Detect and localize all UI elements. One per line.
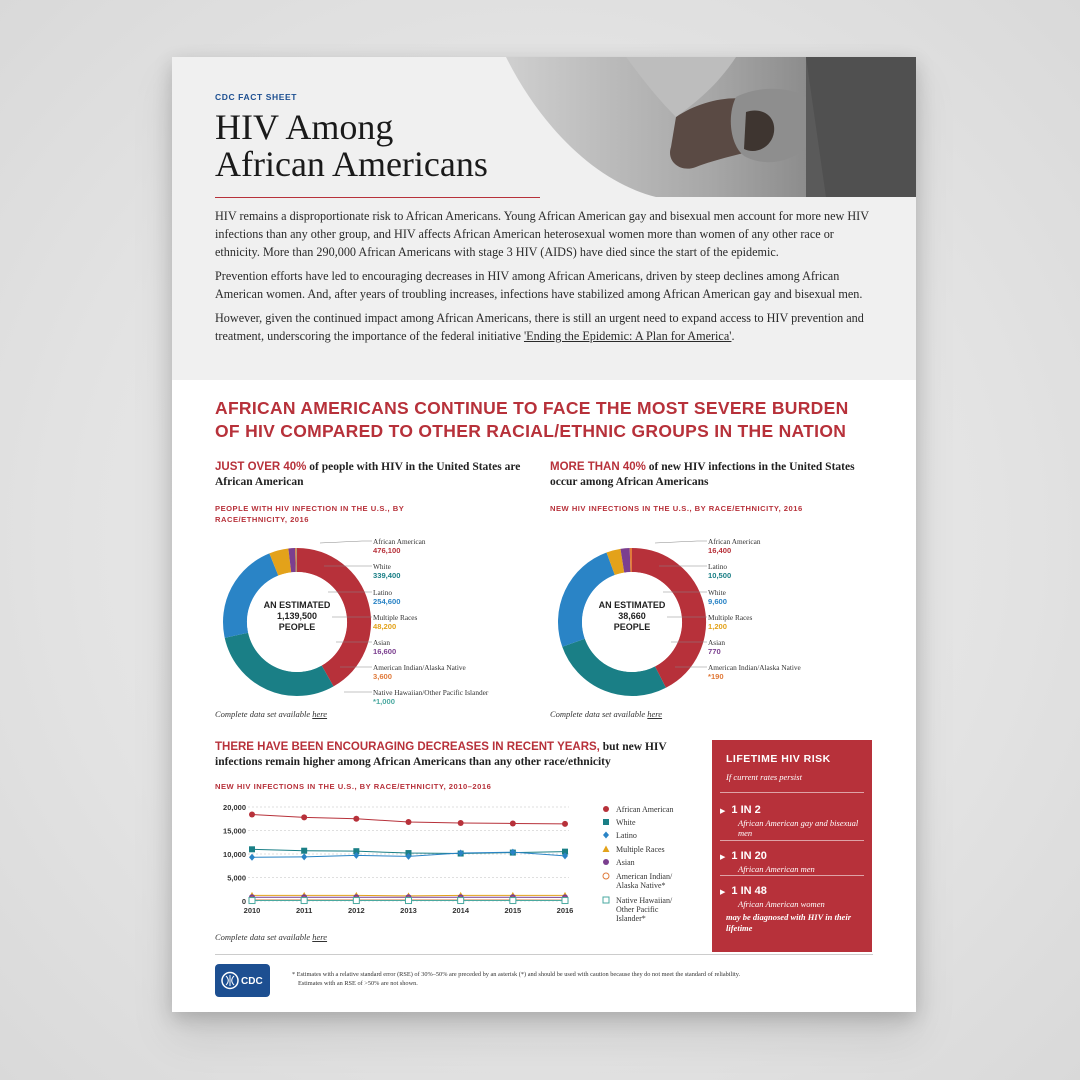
- data-point: [301, 814, 307, 820]
- legend-label: American Indian/: [616, 872, 673, 881]
- legend-label: Multiple Races: [616, 845, 665, 854]
- footnote-line-1: * Estimates with a relative standard error (RSE) of 30%–50% are preceded by an asterisk (*) and should be used with caution because they do not meet the standard of reliability.: [292, 971, 741, 978]
- intro-text: [215, 207, 880, 351]
- footnote-line-2: Estimates with an RSE of >50% are not shown.: [298, 980, 418, 987]
- left-legend-value: 16,600: [373, 647, 397, 656]
- left-legend-label: African American: [373, 537, 426, 546]
- left-legend-item: [373, 537, 425, 555]
- data-point: [510, 820, 516, 826]
- legend-marker: [603, 819, 609, 825]
- left-note-text: Complete data set available: [215, 709, 313, 719]
- title-line-2: African Americans: [215, 144, 488, 184]
- legend-marker: [603, 832, 609, 839]
- left-legend-item: [373, 663, 466, 681]
- y-tick-label: 15,000: [223, 826, 246, 836]
- data-point: [249, 846, 255, 852]
- data-point: [458, 898, 464, 904]
- line-data-link[interactable]: here: [312, 932, 328, 942]
- line-chart: [215, 799, 700, 929]
- data-point: [301, 853, 307, 860]
- legend-label: Alaska Native*: [616, 881, 666, 890]
- left-leader-line: [320, 541, 372, 543]
- right-legend-value: 770: [708, 647, 721, 656]
- legend-marker: [603, 897, 609, 903]
- right-legend-label: White: [708, 588, 726, 597]
- risk-desc-2: African American men: [738, 864, 815, 874]
- data-point: [249, 812, 255, 818]
- fact-sheet: [172, 57, 916, 1012]
- data-point: [562, 821, 568, 827]
- triangle-right-icon: ▶: [720, 888, 726, 896]
- legend-marker: [603, 859, 609, 865]
- line-chart-title: NEW HIV INFECTIONS IN THE U.S., BY RACE/ETHNICITY, 2010–2016: [215, 782, 492, 791]
- y-tick-label: 5,000: [227, 873, 246, 883]
- x-tick-label: 2012: [347, 906, 365, 915]
- title-divider: [215, 197, 540, 198]
- cdc-logo: [215, 964, 270, 997]
- page-title: [215, 109, 545, 183]
- decrease-text: but new HIV infections remain higher among African Americans than any other race/ethnicity: [215, 741, 667, 768]
- left-center-line-2: 1,139,500: [276, 611, 318, 621]
- risk-desc-1: African American gay and bisexual men: [738, 818, 859, 838]
- left-legend-item: [373, 588, 400, 606]
- left-legend-label: Multiple Races: [373, 613, 418, 622]
- intro-paragraph-1: HIV remains a disproportionate risk to African Americans. Young African American gay and bisexual men account for more new HIV infections than any other group, and HIV affects African American heterosexual women more than women of any other race or ethnicity. More than 290,000 African Americans with stage 3 HIV (AIDS) have died since the start of the epidemic.: [215, 209, 869, 259]
- data-point: [406, 819, 412, 825]
- right-legend-label: American Indian/Alaska Native: [708, 663, 801, 672]
- legend-marker: [603, 873, 609, 879]
- x-tick-label: 2016: [556, 906, 574, 915]
- ending-epidemic-link[interactable]: 'Ending the Epidemic: A Plan for America': [523, 329, 732, 343]
- right-center-line-1: AN ESTIMATED: [598, 600, 666, 610]
- legend-marker: [603, 846, 610, 853]
- eyebrow-label: CDC FACT SHEET: [215, 92, 298, 102]
- risk-title: LIFETIME HIV RISK: [726, 753, 831, 765]
- left-legend-value: 48,200: [373, 622, 397, 631]
- left-legend-item: [373, 562, 400, 580]
- footnote: [292, 970, 872, 988]
- right-legend-label: African American: [708, 537, 761, 546]
- right-note-text: Complete data set available: [550, 709, 648, 719]
- y-tick-label: 20,000: [223, 803, 246, 812]
- legend-label: White: [616, 818, 636, 827]
- risk-item-3: [720, 881, 865, 909]
- risk-divider: [720, 792, 864, 793]
- right-data-link[interactable]: here: [647, 709, 663, 719]
- left-legend-value: 476,100: [373, 546, 401, 555]
- right-legend-item: [708, 613, 752, 631]
- right-legend-item: [708, 663, 801, 681]
- right-legend-label: Asian: [708, 638, 726, 647]
- right-legend-value: 9,600: [708, 597, 728, 606]
- line-data-note: [215, 932, 327, 942]
- right-center-line-3: PEOPLE: [613, 622, 651, 632]
- x-tick-label: 2011: [296, 906, 313, 915]
- data-point: [458, 820, 464, 826]
- risk-subtitle: If current rates persist: [726, 772, 802, 782]
- right-legend-item: [708, 537, 760, 555]
- x-tick-label: 2010: [243, 906, 261, 915]
- left-center-line-1: AN ESTIMATED: [263, 600, 331, 610]
- x-tick-label: 2014: [452, 906, 470, 915]
- risk-ratio-3: 1 IN 48: [731, 885, 767, 897]
- risk-desc-3: African American women: [738, 899, 825, 909]
- legend-marker: [603, 806, 609, 812]
- legend-label: Latino: [616, 831, 637, 840]
- left-legend-item: [373, 613, 417, 631]
- right-legend-label: Latino: [708, 562, 728, 571]
- footer-divider: [215, 954, 873, 955]
- y-tick-label: 0: [241, 897, 246, 906]
- decrease-highlight: THERE HAVE BEEN ENCOURAGING DECREASES IN RECENT YEARS,: [215, 741, 600, 753]
- risk-item-2: [720, 846, 865, 874]
- left-legend-label: White: [373, 562, 391, 571]
- risk-divider: [720, 875, 864, 876]
- left-legend-value: 339,400: [373, 571, 401, 580]
- legend-label: African American: [616, 805, 674, 814]
- intro-paragraph-3: [215, 309, 880, 345]
- left-stat-highlight: JUST OVER 40%: [215, 461, 307, 473]
- x-tick-label: 2015: [504, 906, 522, 915]
- risk-footer: may be diagnosed with HIV in their lifetime: [726, 912, 852, 933]
- right-leader-line: [655, 541, 707, 543]
- lifetime-risk-box: [712, 740, 872, 952]
- intro-paragraph-2: Prevention efforts have led to encouraging decreases in HIV among African Americans, driven by steep declines among African American women. And, after years of troubling increases, infections have stabilized among African American gay and bisexual men.: [215, 269, 863, 301]
- legend-label: Asian: [616, 858, 635, 867]
- right-legend-value: 16,400: [708, 546, 732, 555]
- left-legend-value: 254,600: [373, 597, 401, 606]
- legend-label: Islander*: [616, 914, 646, 923]
- title-line-1: HIV Among: [215, 107, 394, 147]
- cdc-logo-text: CDC: [241, 976, 263, 987]
- risk-ratio-1: 1 IN 2: [731, 804, 761, 816]
- right-center-line-2: 38,660: [618, 611, 646, 621]
- right-legend-value: 1,200: [708, 622, 728, 631]
- data-point: [249, 898, 255, 904]
- right-legend-value: *190: [708, 672, 724, 681]
- right-stat-highlight: MORE THAN 40%: [550, 461, 646, 473]
- left-legend-label: Native Hawaiian/Other Pacific Islander: [373, 688, 489, 697]
- right-stat-text: of new HIV infections in the United States occur among African Americans: [550, 461, 855, 488]
- risk-item-1: [720, 800, 865, 838]
- y-tick-label: 10,000: [223, 850, 246, 859]
- x-tick-label: 2013: [400, 906, 417, 915]
- right-legend-item: [708, 588, 727, 606]
- left-legend-label: Asian: [373, 638, 391, 647]
- intro-p3-end: .: [731, 329, 735, 343]
- data-point: [562, 898, 568, 904]
- left-center-line-3: PEOPLE: [278, 622, 316, 632]
- decrease-statement: [215, 740, 685, 770]
- right-legend-item: [708, 638, 725, 656]
- data-point: [353, 898, 359, 904]
- data-point: [301, 898, 307, 904]
- right-chart-title: NEW HIV INFECTIONS IN THE U.S., BY RACE/ETHNICITY, 2016: [550, 504, 803, 513]
- risk-ratio-2: 1 IN 20: [731, 850, 767, 862]
- data-point: [510, 898, 516, 904]
- data-point: [353, 816, 359, 822]
- burden-heading: AFRICAN AMERICANS CONTINUE TO FACE THE MOST SEVERE BURDEN OF HIV COMPARED TO OTHER RACIAL/ETHNIC GROUPS IN THE NATION: [215, 398, 849, 441]
- legend-label: Other Pacific: [616, 905, 659, 914]
- left-legend-label: American Indian/Alaska Native: [373, 663, 466, 672]
- hands-photo: [506, 57, 916, 197]
- left-legend-value: *1,000: [373, 697, 395, 706]
- data-point: [249, 854, 255, 861]
- line-note-text: Complete data set available: [215, 932, 313, 942]
- left-data-note: [215, 709, 327, 719]
- left-data-link[interactable]: here: [312, 709, 328, 719]
- right-legend-item: [708, 562, 731, 580]
- left-stat-text: of people with HIV in the United States are African American: [215, 461, 521, 488]
- left-legend-label: Latino: [373, 588, 393, 597]
- intro-p3-text: However, given the continued impact among African Americans, there is still an urgent need to expand access to HIV prevention and treatment, underscoring the importance of the federal initiative: [215, 311, 864, 343]
- legend-label: Native Hawaiian/: [616, 896, 673, 905]
- left-legend-value: 3,600: [373, 672, 393, 681]
- risk-divider: [720, 840, 864, 841]
- left-stat: [215, 460, 535, 490]
- left-chart-title: PEOPLE WITH HIV INFECTION IN THE U.S., BY RACE/ETHNICITY, 2016: [215, 504, 405, 524]
- data-point: [301, 848, 307, 854]
- triangle-right-icon: ▶: [720, 853, 726, 861]
- triangle-right-icon: ▶: [720, 807, 726, 815]
- right-legend-value: 10,500: [708, 571, 732, 580]
- data-point: [406, 898, 412, 904]
- right-stat: [550, 460, 870, 490]
- left-legend-item: [373, 638, 396, 656]
- right-data-note: [550, 709, 662, 719]
- right-legend-label: Multiple Races: [708, 613, 753, 622]
- left-legend-item: [373, 688, 488, 706]
